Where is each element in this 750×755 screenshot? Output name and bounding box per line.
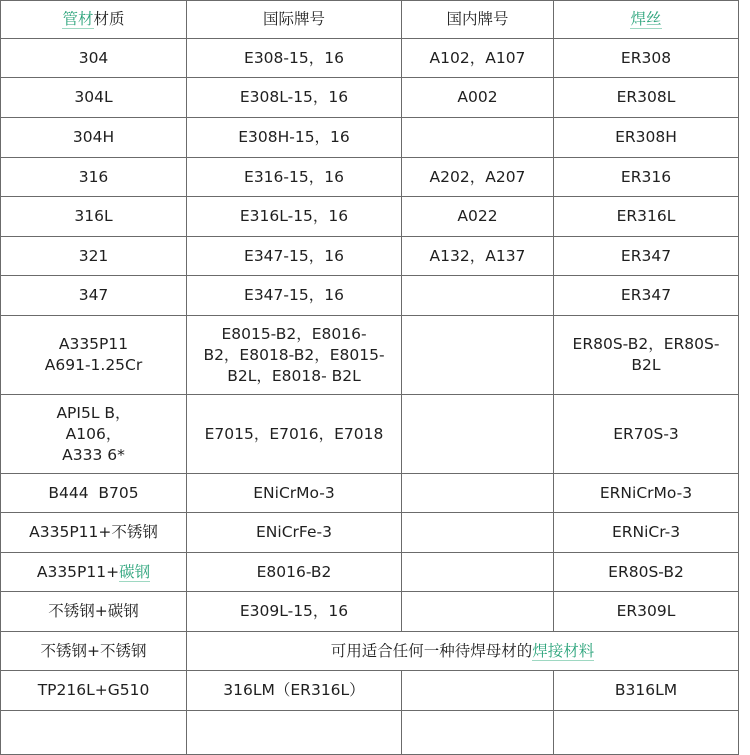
cell-wire: ER308L [554,78,739,118]
cell-domestic [402,118,554,158]
cell-intl: E8015-B2，E8016- B2，E8018-B2，E8015- B2L，E8018- B2L [187,316,402,395]
table-row [1,474,739,513]
cell-material: A335P11+碳钢 [1,553,187,592]
table-row [1,276,739,316]
table-row [1,513,739,553]
cell-material: 不锈钢+不锈钢 [1,632,187,671]
cell-intl: ENiCrMo-3 [187,474,402,513]
cell-material: B444 B705 [1,474,187,513]
cell-intl: E8016-B2 [187,553,402,592]
cell-wire: ER316 [554,158,739,197]
cell-wire: ER70S-3 [554,395,739,474]
cell-wire: ER316L [554,197,739,237]
cell-material: API5L B， A106， A333 6* [1,395,187,474]
cell-domestic [402,276,554,316]
cell-domestic [402,553,554,592]
table-row [1,118,739,158]
cell-wire: ER347 [554,276,739,316]
cell-intl: E308-15，16 [187,39,402,78]
cell-domestic: A202，A207 [402,158,554,197]
cell-material: 316 [1,158,187,197]
header-intl: 国际牌号 [187,1,402,39]
table-row [1,671,739,711]
cell-intl: E308H-15，16 [187,118,402,158]
table-row [1,197,739,237]
cell-intl: 316LM（ER316L） [187,671,402,711]
cell-wire: ERNiCr-3 [554,513,739,553]
table-row [1,395,739,474]
table-row [1,592,739,632]
table-row [1,39,739,78]
cell-domestic: A132，A137 [402,237,554,276]
cell-wire: ER80S-B2，ER80S- B2L [554,316,739,395]
table-row [1,553,739,592]
cell-intl: E309L-15，16 [187,592,402,632]
cell-material [1,711,187,755]
cell-material: 304L [1,78,187,118]
table-row [1,632,739,671]
cell-domestic [402,395,554,474]
cell-wire: ERNiCrMo-3 [554,474,739,513]
cell-domestic [402,671,554,711]
cell-intl: ENiCrFe-3 [187,513,402,553]
carbon-steel-link[interactable]: 碳钢 [119,562,151,581]
table-row [1,316,739,395]
cell-wire: ER309L [554,592,739,632]
header-wire [554,1,739,39]
cell-material: 316L [1,197,187,237]
table-row-empty [1,711,739,755]
cell-wire: ER80S-B2 [554,553,739,592]
header-domestic: 国内牌号 [402,1,554,39]
material-link[interactable]: 管材 [62,10,94,28]
cell-material: TP216L+G510 [1,671,187,711]
cell-wire: ER347 [554,237,739,276]
cell-domestic [402,592,554,632]
wire-link[interactable]: 焊丝 [630,10,662,28]
cell-intl: E347-15，16 [187,237,402,276]
cell-domestic: A002 [402,78,554,118]
cell-material: A335P11 A691-1.25Cr [1,316,187,395]
cell-domestic: A022 [402,197,554,237]
cell-material: 321 [1,237,187,276]
cell-domestic [402,711,554,755]
cell-intl [187,711,402,755]
cell-material: 304H [1,118,187,158]
cell-intl: E7015，E7016，E7018 [187,395,402,474]
table-row [1,78,739,118]
cell-wire: ER308 [554,39,739,78]
cell-wire: ER308H [554,118,739,158]
cell-material: 347 [1,276,187,316]
cell-wire: B316LM [554,671,739,711]
cell-intl: E347-15，16 [187,276,402,316]
table-row [1,237,739,276]
cell-material: 不锈钢+碳钢 [1,592,187,632]
cell-domestic: A102，A107 [402,39,554,78]
cell-domestic [402,316,554,395]
cell-material: 304 [1,39,187,78]
cell-intl: E308L-15，16 [187,78,402,118]
cell-domestic [402,513,554,553]
cell-material: A335P11+不锈钢 [1,513,187,553]
cell-wire [554,711,739,755]
cell-merged-note: 可用适合任何一种待焊母材的焊接材料 [187,632,739,671]
table-row [1,158,739,197]
header-row [1,1,739,39]
cell-domestic [402,474,554,513]
header-material: 管材材质 [1,1,187,39]
cell-intl: E316-15，16 [187,158,402,197]
welding-materials-link[interactable]: 焊接材料 [532,641,595,660]
cell-intl: E316L-15，16 [187,197,402,237]
